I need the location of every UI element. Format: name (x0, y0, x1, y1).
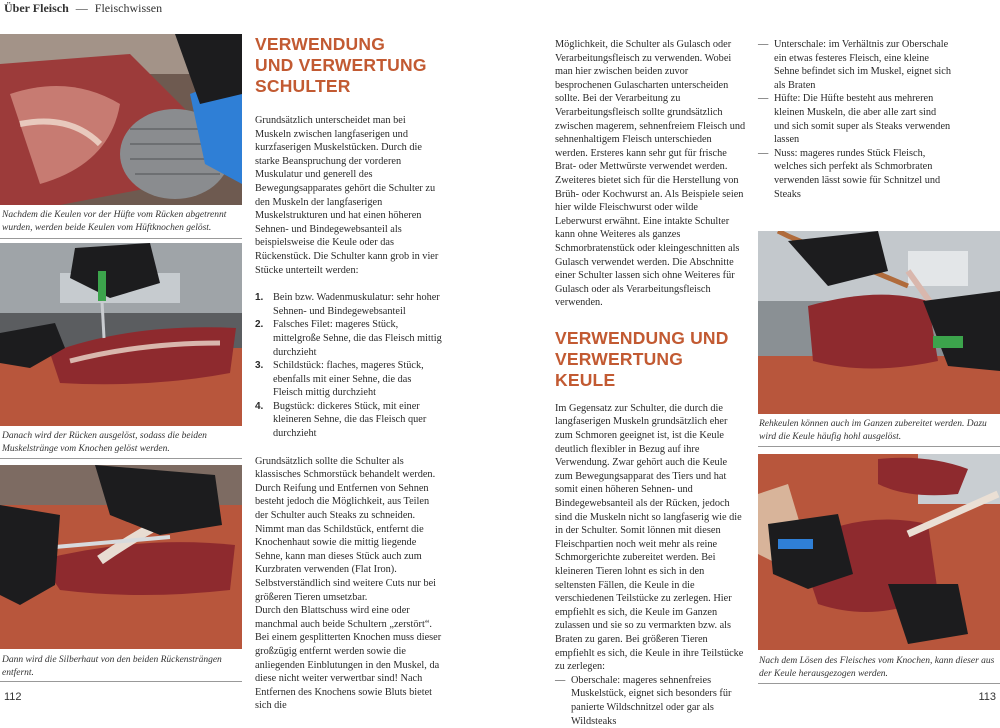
list-text: Unterschale: im Verhältnis zur Oberschale ein etwas festeres Fleisch, eine kleine Sehne befindet sich im Muskel, eignet sich als Braten (774, 39, 952, 91)
list-item (758, 38, 954, 92)
header-section: Über Fleisch (4, 1, 69, 15)
list-text: Schildstück: flaches, mageres Stück, ebenfalls mit einer Sehne, die das Fleisch mittig durchzieht (273, 360, 424, 399)
running-header (4, 1, 162, 16)
column-keule (555, 38, 747, 728)
caption-3: Dann wird die Silberhaut von den beiden Rückensträngen entfernt. (2, 655, 222, 678)
list-number: 4. (255, 400, 264, 412)
list-item (255, 318, 443, 359)
heading-schulter-line-1: VERWENDUNG (255, 34, 386, 54)
caption-rule-4 (758, 446, 1000, 447)
list-item (255, 291, 443, 318)
heading-schulter-line-2: UND VERWERTUNG (255, 55, 427, 75)
photo-deboning-keulen (0, 34, 242, 205)
list-text: Nuss: mageres rundes Stück Fleisch, welches sich perfekt als Schmorbraten verwenden lässt sowie für Schnitzel und Steaks (774, 147, 941, 200)
paragraph-schulter-intro: Grundsätzlich unterscheidet man bei Muskeln zwischen langfaserigen und kurzfaserigen Muskelstücken. Durch die starke Beanspruchung der vorderen Muskulatur und generell des Bewegungsapparates gehört die Schulter zu den Muskeln der langfaserigen Muskelstrukturen und hat einen höheren Sehnen- und Bindegewebsanteil als beispielsweise die Keule oder das Rückenstück. Die Schulter kann grob in vier Stücke unterteilt werden: (255, 115, 439, 276)
caption-rule-5 (758, 683, 1000, 684)
list-number: 3. (255, 360, 264, 372)
header-subsection: Fleischwissen (94, 1, 163, 15)
list-text: Bein bzw. Wadenmuskulatur: sehr hoher Sehnen- und Bindegewebsanteil (273, 292, 440, 317)
caption-4: Rehkeulen können auch im Ganzen zubereitet werden. Dazu wird die Keule häufig hohl ausgelöst. (759, 419, 987, 442)
page-number-right: 113 (978, 691, 996, 703)
column-schulter (255, 34, 443, 713)
dash-marker: — (555, 674, 566, 686)
caption-rule-2 (0, 458, 242, 459)
schulter-pieces-list (255, 291, 443, 441)
heading-schulter-line-3: SCHULTER (255, 76, 351, 96)
paragraph-keule: Im Gegensatz zur Schulter, die durch die langfaserigen Muskeln grundsätzlich eher zum Schmoren geeignet ist, ist die Keule deutlich flexibler in Bezug auf ihre Verwendung. Zwar gehört auch die Keule zum Bewegungsapparat des Tiers und hat somit einen höheren Sehnen- und Bindegewebsanteil als der Rücken, jedoch sind die Muskeln nicht so langfaserig wie die in der Schulter. Somit lönnen mit diesen Fleischpartien noch weit mehr als reine Schmorgerichte zubereitet werden. Bei kleineren Tieren lohnt es sich in den seltensten Fällen, die Keule in die verschiedenen Teilstücke zu zerlegen. Hier empfiehlt es sich, die Keule im Ganzen zulassen und sie so zu vermarkten bzw. als Braten zu garen. Bei größeren Tieren empfiehlt es sich, die Keule in ihre Teilstücke zu zerlegen: (555, 402, 744, 673)
list-text: Falsches Filet: mageres Stück, mittelgroße Sehne, die das Fleisch mittig durchzieht (273, 319, 442, 358)
list-item (255, 359, 443, 400)
list-item (758, 92, 954, 146)
caption-1: Nachdem die Keulen vor der Hüfte vom Rücken abgetrennt wurden, werden beide Keulen vom Hüftknochen gelöst. (2, 210, 227, 233)
heading-schulter (255, 34, 443, 97)
photo-rehkeule (758, 231, 1000, 414)
header-separator: — (75, 1, 88, 15)
paragraph-schulter-verwertung: Möglichkeit, die Schulter als Gulasch oder Verarbeitungsfleisch zu verwenden. Wobei man hier zwischen beiden zuvor besprochenen Gulascharten unterscheiden sollte. Bei der Verarbeitung zu Verarbeitungsfleisch sollte grundsätzlich zwischen magerem, sehnenfreiem Fleisch und sehnenhaltigem Fleisch unterschieden werden. Ersteres kann sehr gut für frische Brat- oder Mettwürste verwendet werden. Zweiteres bietet sich für die Herstellung von Brüh- oder Kochwurst an. Als Beispiele seien hier wilde Fleischwurst oder wilde Leberwurst erwähnt. Eine intakte Schulter kann ohne Weiteres als ganzes Schmorbratenstück oder kleingeschnitten als Gulasch verwendet werden. Die Abschnitte einer Schulter lassen sich ohne Weiteres für Gulasch oder als Verarbeitungsfleisch verwenden. (555, 39, 746, 309)
keule-cuts-list (555, 674, 747, 728)
dash-marker: — (758, 147, 769, 159)
list-text: Bugstück: dickeres Stück, mit einer kleineren Sehne, die das Fleisch quer durchzieht (273, 400, 427, 440)
photo-knochen-herausziehen (758, 454, 1000, 650)
dash-marker: — (758, 39, 769, 50)
caption-5: Nach dem Lösen des Fleisches vom Knochen, kann dieser aus der Keule herausgezogen werden. (759, 656, 995, 679)
list-number: 1. (255, 292, 264, 304)
paragraph-blattschuss: Durch den Blattschuss wird eine oder manchmal auch beide Schultern „zerstört“. Bei einem gesplitterten Knochen muss dieser großzügig entfernt werden sowie die anliegenden Einblutungen in den Muskel, da diese nicht weiter verwertbar sind! Nach Entfernen des Knochens sowie Bluts bietet sich die (255, 605, 442, 712)
heading-keule (555, 328, 747, 391)
list-text: Oberschale: mageres sehnenfreies Muskelstück, eignet sich besonders für panierte Wildschnitzel oder gar als Wildsteaks (571, 674, 732, 727)
caption-2: Danach wird der Rücken ausgelöst, sodass die beiden Muskelstränge vom Knochen gelöst werden. (2, 431, 207, 454)
photo-ruecken-ausloesen (0, 243, 242, 426)
paragraph-schulter-schmorstueck: Grundsätzlich sollte die Schulter als klassisches Schmorstück behandelt werden. Durch Reifung und Entfernen von Sehnen besteht jedoch die Möglichkeit, aus Teilen der Schulter auch Steaks zu schneiden. Nimmt man das Schildstück, entfernt die Knochenhaut sowie die mittig liegende Sehne, kann man dieses Stück auch zum Kurzbraten verwenden (Flat Iron). Selbstverständlich sind weitere Cuts nur bei größeren Tieren umsetzbar. (255, 455, 437, 603)
heading-keule-line-2: VERWERTUNG KEULE (555, 348, 684, 390)
list-item (555, 674, 747, 728)
column-keule-cuts (758, 38, 954, 201)
page-number-left: 112 (4, 691, 22, 703)
caption-rule-1 (0, 238, 242, 239)
dash-marker: — (758, 93, 769, 105)
heading-keule-line-1: VERWENDUNG UND (555, 327, 729, 348)
list-number: 2. (255, 319, 264, 331)
list-text: Hüfte: Die Hüfte besteht aus mehreren kleinen Muskeln, die aber alle zart sind und sich somit super als Steaks verwenden lassen (774, 93, 951, 146)
photo-silberhaut (0, 465, 242, 649)
list-item (255, 400, 443, 441)
list-item (758, 147, 954, 201)
caption-rule-3 (0, 681, 242, 682)
keule-cuts-list-continued (758, 38, 954, 201)
